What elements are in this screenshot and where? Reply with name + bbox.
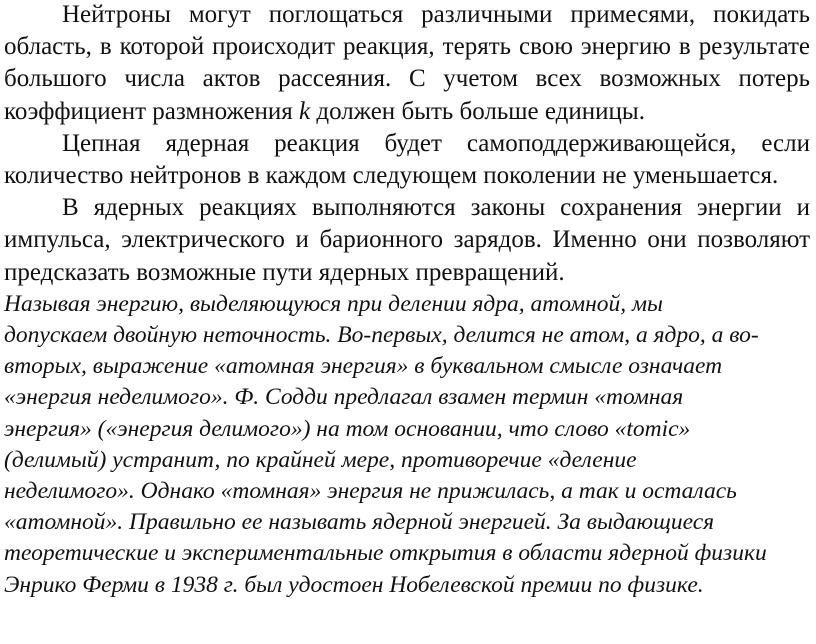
paragraph-conservation-laws: В ядерных реакциях выполняются законы сохранения энергии и импульса, электрического и барионного зарядов. Именно они позволяют предсказать возможные пути ядерных превращений. [4,194,810,286]
paragraph-neutron-losses-end: должен быть больше единицы. [310,97,645,125]
paragraph-chain-reaction: Цепная ядерная реакция будет самоподдерживающейся, если количество нейтронов в каждом следующем поколении не уменьшается. [4,129,810,190]
paragraph-neutron-losses [4,0,810,128]
italic-note-atomic-energy: Называя энергию, выделяющуюся при делении ядра, атомной, мы допускаем двойную неточность. Во-первых, делится не атом, а ядро, а во-вторых, выражение «атомная энергия» в буквальном смысле означает «энергия неделимого». Ф. Содди предлагал взамен термин «томная энергия» («энергия делимого») на том основании, что слово «tomic» (делимый) устранит, по крайней мере, противоречие «деление неделимого». Однако «томная» энергия не прижилась, а так и осталась «атомной». Правильно ее называть ядерной энергией. За выдающиеся теоретические и экспериментальные открытия в области ядерной физики Энрико Ферми в 1938 г. был удостоен Нобелевской премии по физике. [4,290,767,598]
paragraph-neutron-losses-text: Нейтроны могут поглощаться различными примесями, покидать область, в которой происходит реакция, терять свою энергию в результате большого числа актов рассеяния. С учетом всех возможных потерь коэффициент размножения [4,1,810,125]
multiplication-factor-symbol: k [299,97,311,125]
